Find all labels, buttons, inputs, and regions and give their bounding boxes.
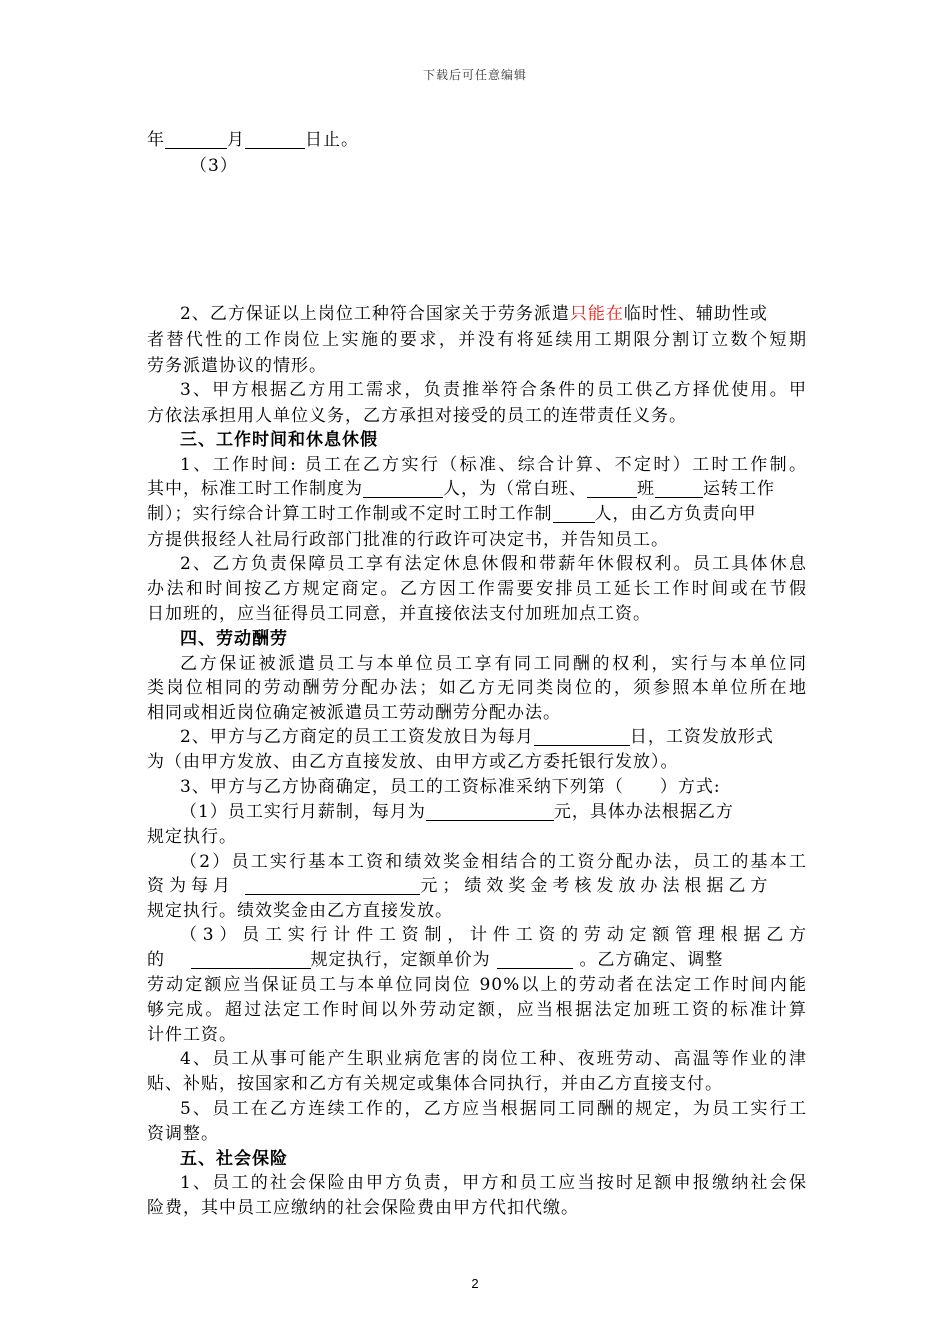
text-line: 2、乙方保证以上岗位工种符合国家关于劳务派遣只能在临时性、辅助性或 xyxy=(180,304,768,324)
text-line: 贴、补贴，按国家和乙方有关规定或集体合同执行，并由乙方直接支付。 xyxy=(147,1074,723,1094)
text-line: 类岗位相同的劳动酬劳分配办法；如乙方无同类岗位的，须参照本单位所在地 xyxy=(147,678,807,698)
section-heading: 五、社会保险 xyxy=(180,1149,288,1169)
text-line: 资调整。 xyxy=(147,1124,219,1144)
text-line: 年 月 日止。 xyxy=(147,130,359,150)
text-line: 日加班的，应当征得员工同意，并直接依法支付加班加点工资。 xyxy=(147,604,651,624)
text-line: 3、甲方根据乙方用工需求，负责推举符合条件的员工供乙方择优使用。甲 xyxy=(180,380,807,400)
text-line: 制）；实行综合计算工时工作制或不定时工时工作制 人，由乙方负责向甲 xyxy=(147,504,757,524)
page-header: 下载后可任意编辑 xyxy=(422,68,527,82)
text-line: 乙方保证被派遣员工与本单位员工享有同工同酬的权利，实行与本单位同 xyxy=(180,654,807,674)
text-line: （2）员工实行基本工资和绩效奖金相结合的工资分配办法，员工的基本工 xyxy=(180,852,807,872)
text-line: 其中，标准工时工作制度为 人，为（常白班、 班 运转工作 xyxy=(147,479,775,499)
text-line: 3、甲方与乙方协商确定，员工的工资标准采纳下列第（ ）方式: xyxy=(180,777,721,797)
highlighted-text: 只能在 xyxy=(569,304,624,324)
text-line: 资为每月 元；绩效奖金考核发放办法根据乙方 xyxy=(147,876,773,896)
text-line: 规定执行。绩效奖金由乙方直接发放。 xyxy=(147,901,453,921)
text-line: 劳务派遣协议的情形。 xyxy=(147,356,327,376)
text-line: 1、员工的社会保险由甲方负责，甲方和员工应当按时足额申报缴纳社会保 xyxy=(180,1173,807,1193)
text-line: 险费，其中员工应缴纳的社会保险费由甲方代扣代缴。 xyxy=(147,1198,579,1218)
page-number: 2 xyxy=(471,1276,479,1291)
text-line: （1）员工实行月薪制，每月为 元，具体办法根据乙方 xyxy=(180,802,734,822)
text-line: 的 规定执行，定额单价为 。乙方确定、调整 xyxy=(147,950,724,970)
section-heading: 四、劳动酬劳 xyxy=(180,629,288,649)
text-line: （3） xyxy=(190,156,238,176)
text-line: 办法和时间按乙方规定商定。乙方因工作需要安排员工延长工作时间或在节假 xyxy=(147,579,807,599)
text-line: 者替代性的工作岗位上实施的要求，并没有将延续用工期限分割订立数个短期 xyxy=(147,330,807,350)
section-heading: 三、工作时间和休息休假 xyxy=(180,430,378,450)
text-line: 规定执行。 xyxy=(147,827,237,847)
text-line: 劳动定额应当保证员工与本单位同岗位 90%以上的劳动者在法定工作时间内能 xyxy=(147,975,807,995)
text-line: 为（由甲方发放、由乙方直接发放、由甲方或乙方委托银行发放）。 xyxy=(147,752,679,772)
text-line: 计件工资。 xyxy=(147,1025,237,1045)
text-line: 1、工作时间: 员工在乙方实行（标准、综合计算、不定时）工时工作制。 xyxy=(180,455,807,475)
text-line: 相同或相近岗位确定被派遣员工劳动酬劳分配办法。 xyxy=(147,703,561,723)
text-line: （3）员工实行计件工资制，计件工资的劳动定额管理根据乙方 xyxy=(180,925,807,945)
text-line: 2、乙方负责保障员工享有法定休息休假和带薪年休假权利。员工具体休息 xyxy=(180,554,807,574)
text-line: 方提供报经人社局行政部门批准的行政许可决定书，并告知员工。 xyxy=(147,530,669,550)
text-line: 4、员工从事可能产生职业病危害的岗位工种、夜班劳动、高温等作业的津 xyxy=(180,1049,807,1069)
text-line: 够完成。超过法定工作时间以外劳动定额，应当根据法定加班工资的标准计算 xyxy=(147,1000,807,1020)
text-line: 5、员工在乙方连续工作的，乙方应当根据同工同酬的规定，为员工实行工 xyxy=(180,1099,807,1119)
text-line: 方依法承担用人单位义务，乙方承担对接受的员工的连带责任义务。 xyxy=(147,406,687,426)
text-line: 2、甲方与乙方商定的员工工资发放日为每月 日，工资发放形式 xyxy=(180,727,774,747)
